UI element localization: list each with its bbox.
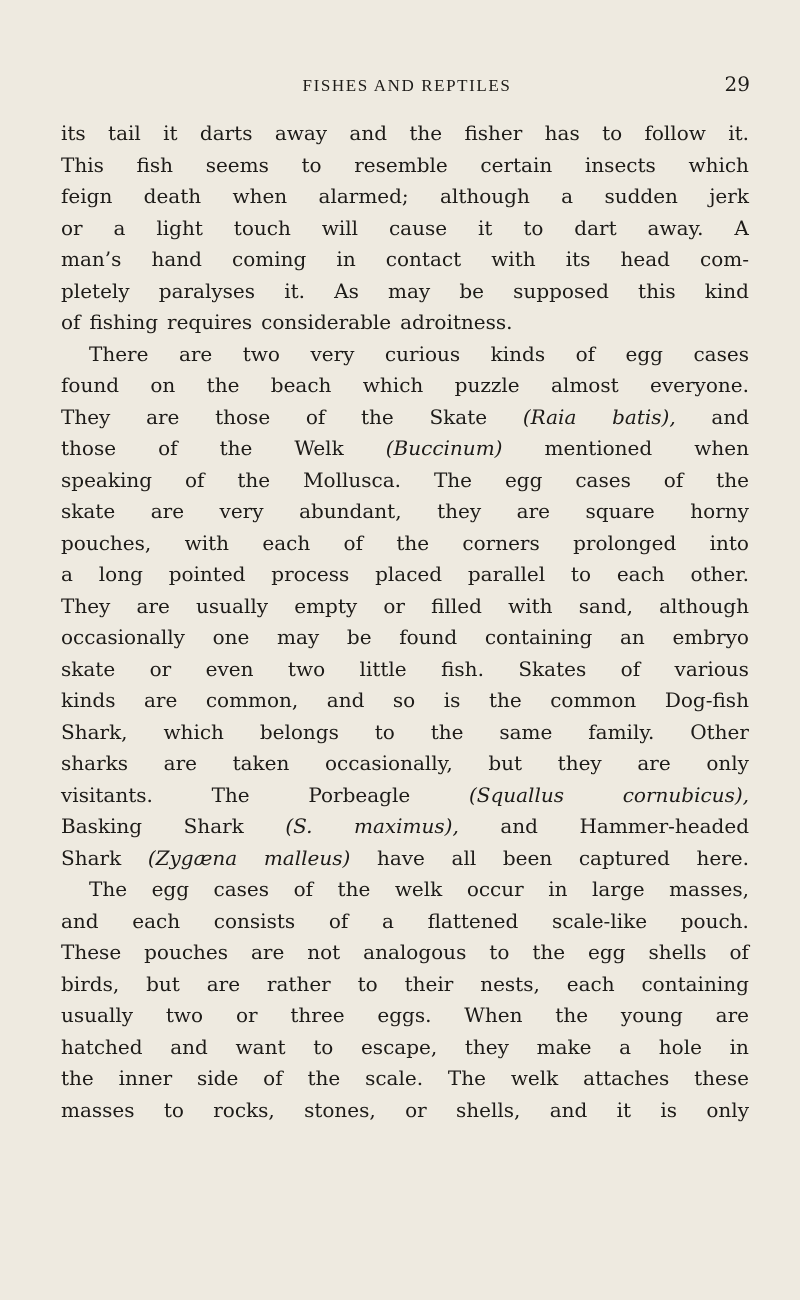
text-line: These pouches are not analogous to the egg shells of: [61, 940, 749, 964]
text-line: The egg cases of the welk occur in large masses,: [89, 877, 749, 901]
page-number: 29: [724, 72, 750, 96]
text-line: usually two or three eggs. When the young are: [61, 1003, 749, 1027]
text-line: They are those of the Skate (Raia batis), and: [61, 404, 749, 429]
text-line: This fish seems to resemble certain insects which: [61, 152, 749, 177]
text-line: and each consists of a flattened scale-like pouch.: [61, 908, 749, 933]
text-line: occasionally one may be found containing an embryo: [61, 625, 749, 649]
text-line: those of the Welk (Buccinum) mentioned when: [61, 436, 749, 460]
text-line: kinds are common, and so is the common Dog-fish: [61, 688, 749, 712]
text-line: hatched and want to escape, they make a hole in: [61, 1034, 749, 1059]
running-head-title: FISHES AND REPTILES: [302, 76, 512, 95]
text-line: skate or even two little fish. Skates of various: [61, 656, 749, 681]
text-line: pouches, with each of the corners prolonged into: [61, 530, 749, 555]
text-line: sharks are taken occasionally, but they are only: [61, 751, 749, 775]
text-line: or a light touch will cause it to dart away. A: [61, 215, 749, 240]
text-line: There are two very curious kinds of egg cases: [89, 341, 749, 366]
running-head: [64, 72, 750, 102]
text-line: feign death when alarmed; although a sudden jerk: [61, 184, 749, 208]
text-line: man’s hand coming in contact with its head com-: [61, 247, 749, 271]
text-line: pletely paralyses it. As may be supposed this kind: [61, 278, 749, 303]
text-line: of fishing requires considerable adroitness.: [61, 310, 513, 334]
text-line: speaking of the Mollusca. The egg cases of the: [61, 467, 749, 492]
text-line: skate are very abundant, they are square horny: [61, 499, 749, 523]
text-line: masses to rocks, stones, or shells, and it is only: [61, 1097, 749, 1122]
text-line: the inner side of the scale. The welk attaches these: [61, 1066, 749, 1090]
text-line: Basking Shark (S. maximus), and Hammer-headed: [61, 814, 749, 838]
text-line: They are usually empty or filled with sand, although: [61, 593, 749, 618]
text-line: its tail it darts away and the fisher has to follow it.: [61, 121, 749, 145]
body-text: [61, 118, 749, 1126]
text-line: a long pointed process placed parallel to each other.: [61, 562, 749, 586]
text-line: visitants. The Porbeagle (Squallus cornubicus),: [61, 782, 749, 807]
text-line: found on the beach which puzzle almost everyone.: [61, 373, 749, 397]
text-line: birds, but are rather to their nests, each containing: [61, 971, 749, 996]
text-line: Shark (Zygæna malleus) have all been captured here.: [61, 845, 749, 870]
text-line: Shark, which belongs to the same family. Other: [61, 719, 749, 744]
